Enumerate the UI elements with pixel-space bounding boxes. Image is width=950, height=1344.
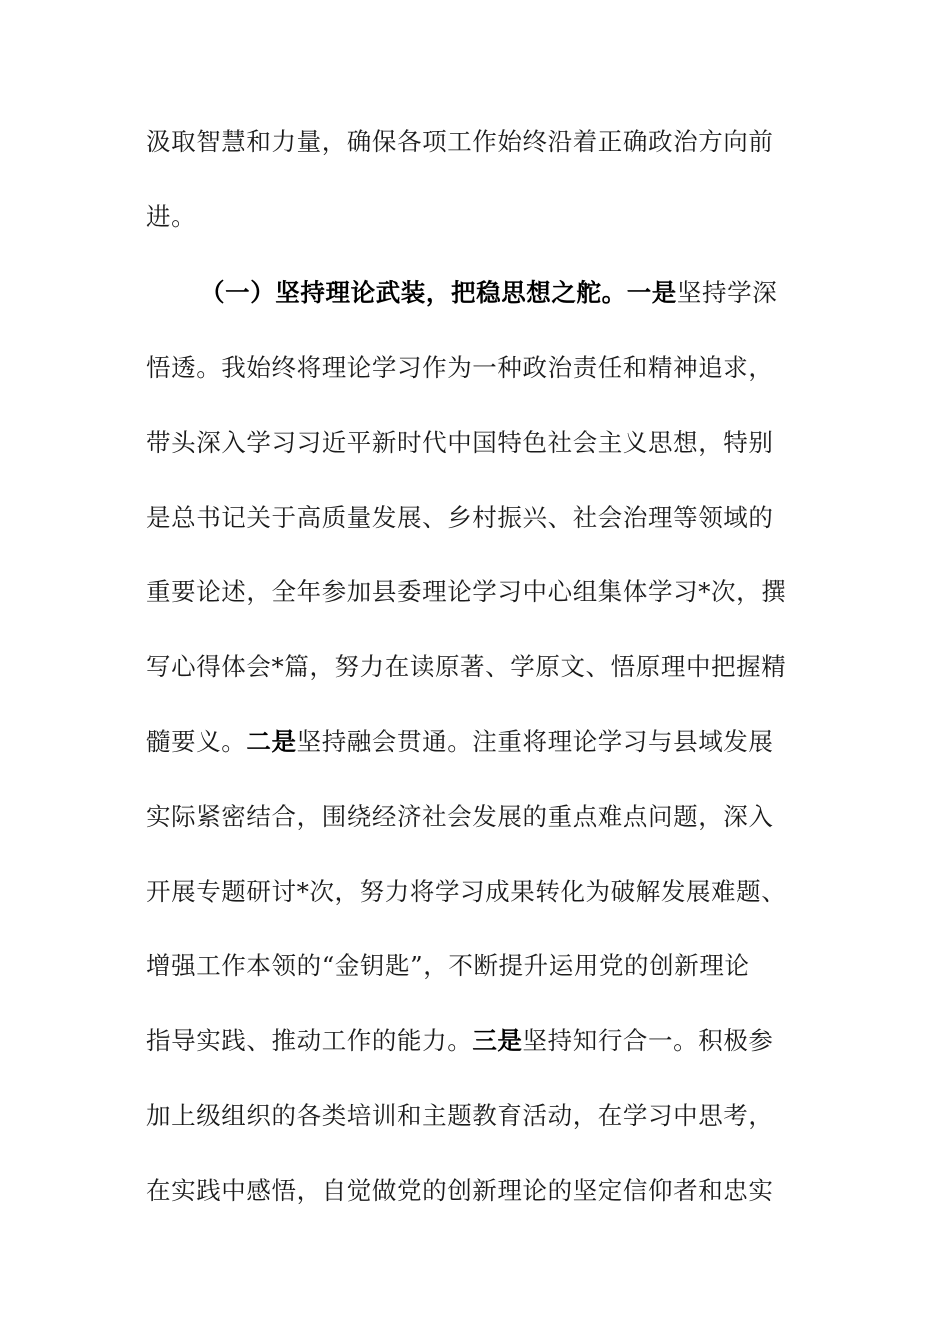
text-segment: 坚持知行合一。积极参 bbox=[522, 1026, 774, 1055]
text-line bbox=[146, 1021, 806, 1061]
bold-marker: 二是 bbox=[246, 727, 297, 756]
text-line bbox=[146, 572, 806, 612]
text-segment: 进。 bbox=[146, 202, 197, 231]
text-line bbox=[146, 498, 806, 538]
section-heading: （一）坚持理论武装，把稳思想之舵。一是 bbox=[200, 278, 677, 307]
text-segment: 开展专题研讨*次，努力将学习成果转化为破解发展难题、 bbox=[146, 877, 787, 906]
text-line bbox=[146, 1171, 806, 1211]
text-segment: 髓要义。 bbox=[146, 727, 247, 756]
text-segment: 增强工作本领的“金钥匙”，不断提升运用党的创新理论 bbox=[146, 951, 750, 980]
text-segment: 带头深入学习习近平新时代中国特色社会主义思想，特别 bbox=[146, 428, 774, 457]
text-segment: 汲取智慧和力量，确保各项工作始终沿着正确政治方向前 bbox=[146, 127, 774, 156]
text-segment: 悟透。我始终将理论学习作为一种政治责任和精神追求， bbox=[146, 353, 774, 382]
text-line bbox=[146, 946, 806, 986]
text-segment: 写心得体会*篇，努力在读原著、学原文、悟原理中把握精 bbox=[146, 652, 787, 681]
text-line bbox=[146, 872, 806, 912]
text-line bbox=[146, 722, 806, 762]
text-segment: 实际紧密结合，围绕经济社会发展的重点难点问题，深入 bbox=[146, 802, 774, 831]
text-segment: 指导实践、推动工作的能力。 bbox=[146, 1026, 473, 1055]
text-line bbox=[146, 1096, 806, 1136]
text-line bbox=[146, 197, 806, 237]
section-heading-line bbox=[200, 273, 806, 313]
text-segment: 坚持学深 bbox=[676, 278, 778, 307]
text-line bbox=[146, 122, 806, 162]
text-line bbox=[146, 348, 806, 388]
bold-marker: 三是 bbox=[472, 1026, 523, 1055]
text-line bbox=[146, 797, 806, 837]
text-segment: 坚持融会贯通。注重将理论学习与县域发展 bbox=[296, 727, 774, 756]
text-segment: 重要论述，全年参加县委理论学习中心组集体学习*次，撰 bbox=[146, 577, 787, 606]
text-segment: 在实践中感悟，自觉做党的创新理论的坚定信仰者和忠实 bbox=[146, 1176, 774, 1205]
text-line bbox=[146, 647, 806, 687]
text-segment: 加上级组织的各类培训和主题教育活动，在学习中思考， bbox=[146, 1101, 774, 1130]
text-segment: 是总书记关于高质量发展、乡村振兴、社会治理等领域的 bbox=[146, 503, 774, 532]
text-line bbox=[146, 423, 806, 463]
